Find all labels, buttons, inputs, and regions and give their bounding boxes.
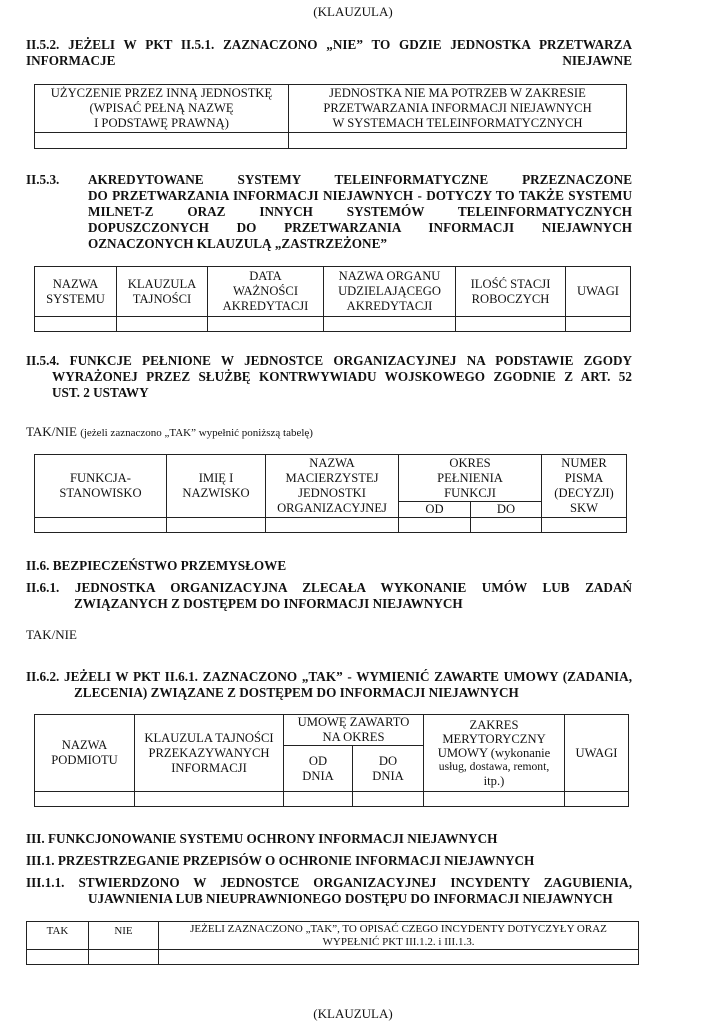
section-number: II.5.3. bbox=[26, 172, 60, 187]
table-ii-5-4 bbox=[34, 454, 627, 533]
section-text: JEŻELI W PKT II.5.1. ZAZNACZONO „NIE” TO GDZIE JEDNOSTKA PRZETWARZA INFORMACJE NIEJAWNE bbox=[26, 37, 632, 68]
taknie-ii-5-4[interactable]: TAK/NIE (jeżeli zaznaczono „TAK” wypełnić poniższą tabelę) bbox=[26, 424, 313, 439]
header-cell-brak-potrzeb: JEDNOSTKA NIE MA POTRZEB W ZAKRESIE PRZETWARZANIA INFORMACJI NIEJAWNYCH W SYSTEMACH TELEINFORMATYCZNYCH bbox=[289, 85, 627, 133]
header-cell-nazwa-organu: NAZWA ORGANU UDZIELAJĄCEGO AKREDYTACJI bbox=[324, 267, 456, 317]
input-cell[interactable] bbox=[135, 792, 284, 807]
input-cell[interactable] bbox=[35, 792, 135, 807]
header-cell-klauzula-tajnosci: KLAUZULA TAJNOŚCI PRZEKAZYWANYCH INFORMACJI bbox=[135, 715, 284, 792]
input-cell[interactable] bbox=[565, 792, 629, 807]
section-number: II.6.2. bbox=[26, 669, 60, 684]
input-cell[interactable] bbox=[167, 518, 266, 533]
input-cell[interactable] bbox=[456, 317, 566, 332]
section-iii-heading: III. FUNKCJONOWANIE SYSTEMU OCHRONY INFORMACJI NIEJAWNYCH bbox=[26, 831, 498, 846]
section-ii-5-4-heading: II.5.4. FUNKCJE PEŁNIONE W JEDNOSTCE ORGANIZACYJNEJ NA PODSTAWIE ZGODY WYRAŻONEJ PRZEZ SŁUŻBĘ KONTRWYWIADU WOJSKOWEGO ZGODNIE Z ART. 52 UST. 2 USTAWY bbox=[26, 353, 632, 400]
header-cell-data-waznosci: DATA WAŻNOŚCI AKREDYTACJI bbox=[208, 267, 324, 317]
footer-klauzula: (KLAUZULA) bbox=[313, 1006, 393, 1021]
taknie-ii-6-1[interactable]: TAK/NIE bbox=[26, 627, 77, 642]
header-cell-uzyczenie: UŻYCZENIE PRZEZ INNĄ JEDNOSTKĘ (WPISAĆ PEŁNĄ NAZWĘ I PODSTAWĘ PRAWNĄ) bbox=[35, 85, 289, 133]
section-number: II.6.1. bbox=[26, 580, 60, 595]
section-number: II.5.4. bbox=[26, 353, 60, 368]
header-cell-okres: OKRES PEŁNIENIA FUNKCJI bbox=[399, 455, 542, 502]
header-klauzula: (KLAUZULA) bbox=[313, 4, 393, 19]
input-cell[interactable] bbox=[266, 518, 399, 533]
header-cell-do-dnia: DO DNIA bbox=[353, 746, 424, 792]
input-cell[interactable] bbox=[159, 950, 639, 965]
header-cell-nazwa-systemu: NAZWA SYSTEMU bbox=[35, 267, 117, 317]
input-cell[interactable] bbox=[566, 317, 631, 332]
input-cell[interactable] bbox=[284, 792, 353, 807]
table-iii-1-1 bbox=[26, 921, 639, 965]
header-cell-tak: TAK bbox=[27, 922, 89, 950]
input-cell[interactable] bbox=[35, 518, 167, 533]
input-cell[interactable] bbox=[353, 792, 424, 807]
header-cell-nazwa-jednostki: NAZWA MACIERZYSTEJ JEDNOSTKI ORGANIZACYJNEJ bbox=[266, 455, 399, 518]
section-ii-5-3-heading: II.5.3. AKREDYTOWANE SYSTEMY TELEINFORMATYCZNE PRZEZNACZONE DO PRZETWARZANIA INFORMACJI NIEJAWNYCH - DOTYCZY TO TAKŻE SYSTEMU MILNET-Z ORAZ INNYCH SYSTEMÓW TELEINFORMATYCZNYCH DOPUSZCZONYCH DO PRZETWARZANIA INFORMACJI NIEJAWNYCH OZNACZONYCH KLAUZULĄ „ZASTRZEŻONE” bbox=[26, 172, 632, 251]
input-cell[interactable] bbox=[117, 317, 208, 332]
header-cell-funkcja: FUNKCJA- STANOWISKO bbox=[35, 455, 167, 518]
input-cell[interactable] bbox=[35, 317, 117, 332]
header-cell-od: OD bbox=[399, 502, 471, 518]
section-ii-6-2-heading: II.6.2. JEŻELI W PKT II.6.1. ZAZNACZONO „TAK” - WYMIENIĆ ZAWARTE UMOWY (ZADANIA, ZLECENIA) ZWIĄZANE Z DOSTĘPEM DO INFORMACJI NIEJAWNYCH bbox=[26, 669, 633, 700]
header-cell-klauzula: KLAUZULA TAJNOŚCI bbox=[117, 267, 208, 317]
section-ii-6-heading: II.6. BEZPIECZEŃSTWO PRZEMYSŁOWE bbox=[26, 558, 287, 573]
section-number: III.1.1. bbox=[26, 875, 65, 890]
section-ii-5-2-heading bbox=[26, 37, 632, 69]
input-cell[interactable] bbox=[471, 518, 542, 533]
header-cell-do: DO bbox=[471, 502, 542, 518]
header-cell-ilosc-stacji: ILOŚĆ STACJI ROBOCZYCH bbox=[456, 267, 566, 317]
header-cell-uwagi: UWAGI bbox=[566, 267, 631, 317]
header-cell-imie-nazwisko: IMIĘ I NAZWISKO bbox=[167, 455, 266, 518]
header-cell-nie: NIE bbox=[89, 922, 159, 950]
input-cell[interactable] bbox=[35, 133, 289, 149]
input-cell[interactable] bbox=[424, 792, 565, 807]
table-ii-5-3 bbox=[34, 266, 631, 332]
input-cell[interactable] bbox=[324, 317, 456, 332]
header-cell-numer-pisma: NUMER PISMA (DECYZJI) SKW bbox=[542, 455, 627, 518]
header-cell-umowe-zawarto: UMOWĘ ZAWARTO NA OKRES bbox=[284, 715, 424, 746]
header-cell-uwagi: UWAGI bbox=[565, 715, 629, 792]
input-cell[interactable] bbox=[542, 518, 627, 533]
table-ii-5-2 bbox=[34, 84, 627, 149]
section-ii-6-1-heading: II.6.1. JEDNOSTKA ORGANIZACYJNA ZLECAŁA WYKONANIE UMÓW LUB ZADAŃ ZWIĄZANYCH Z DOSTĘPEM DO INFORMACJI NIEJAWNYCH bbox=[26, 580, 632, 611]
header-cell-nazwa-podmiotu: NAZWA PODMIOTU bbox=[35, 715, 135, 792]
input-cell[interactable] bbox=[208, 317, 324, 332]
header-cell-zakres: ZAKRES MERYTORYCZNY UMOWY (wykonanie usług, dostawa, remont, itp.) bbox=[424, 715, 565, 792]
header-cell-opis: JEŻELI ZAZNACZONO „TAK”, TO OPISAĆ CZEGO INCYDENTY DOTYCZYŁY ORAZ WYPEŁNIĆ PKT III.1.2. i III.1.3. bbox=[159, 922, 639, 950]
section-iii-1-1-heading: III.1.1. STWIERDZONO W JEDNOSTCE ORGANIZACYJNEJ INCYDENTY ZAGUBIENIA, UJAWNIENIA LUB NIEUPRAWNIONEGO DOSTĘPU DO INFORMACJI NIEJAWNYCH bbox=[26, 875, 632, 906]
section-number: II.5.2. bbox=[26, 37, 60, 52]
input-cell[interactable] bbox=[27, 950, 89, 965]
section-iii-1-heading: III.1. PRZESTRZEGANIE PRZEPISÓW O OCHRONIE INFORMACJI NIEJAWNYCH bbox=[26, 853, 535, 868]
table-ii-6-2 bbox=[34, 714, 629, 807]
input-cell[interactable] bbox=[289, 133, 627, 149]
input-cell[interactable] bbox=[399, 518, 471, 533]
input-cell[interactable] bbox=[89, 950, 159, 965]
header-cell-od-dnia: OD DNIA bbox=[284, 746, 353, 792]
